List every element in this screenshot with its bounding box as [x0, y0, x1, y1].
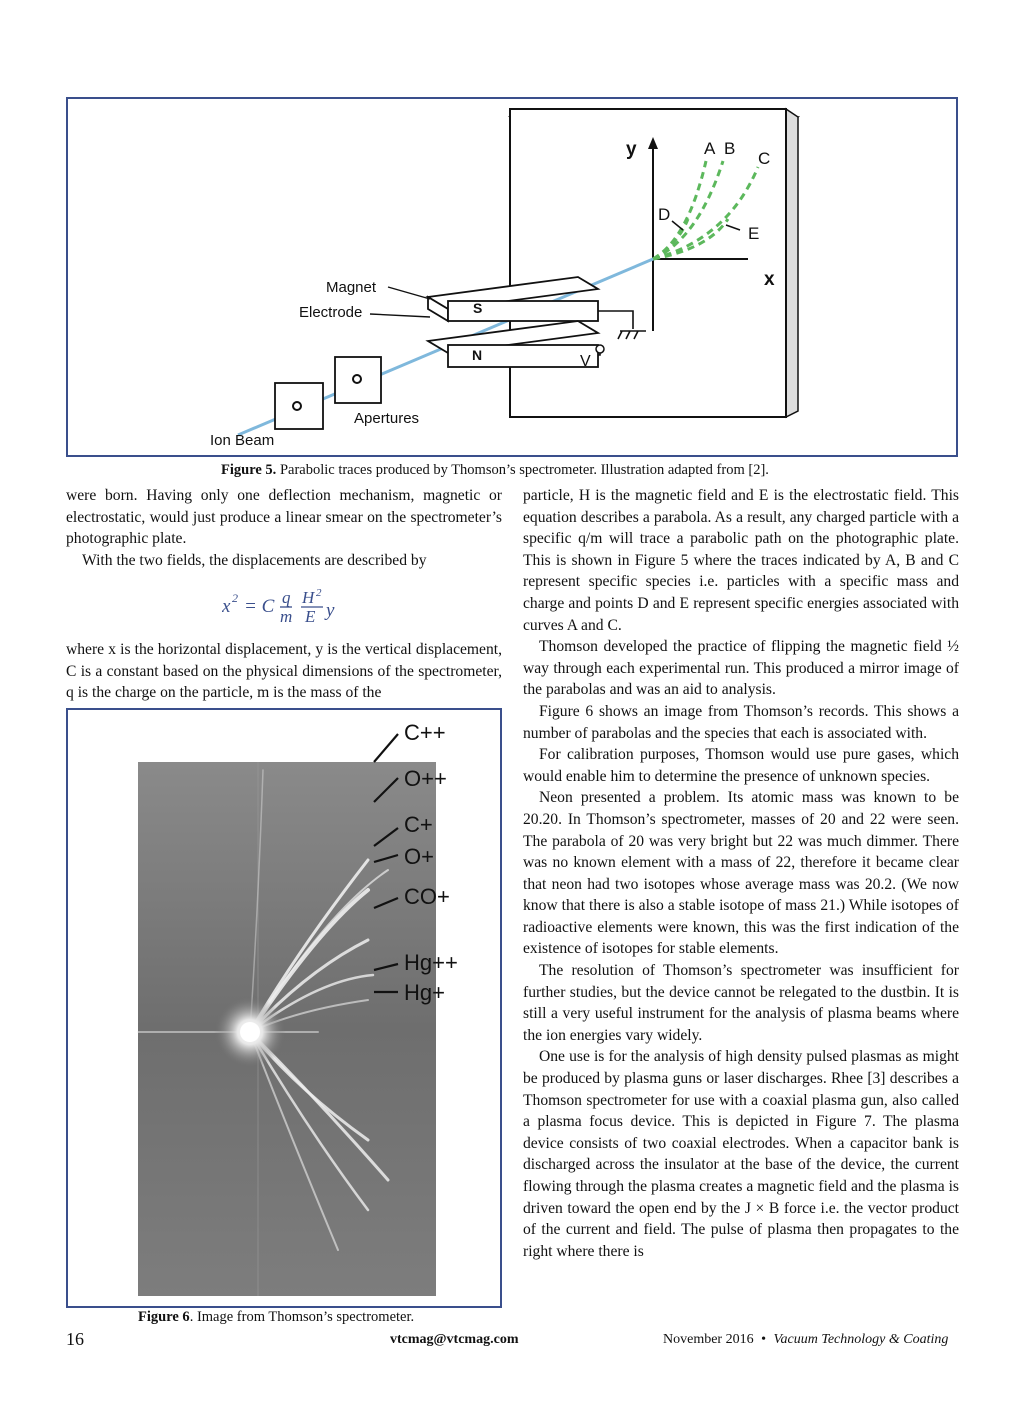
label-ion-beam: Ion Beam [210, 432, 275, 449]
footer-bullet: • [761, 1332, 766, 1347]
equation [222, 586, 362, 632]
left-column [66, 485, 502, 571]
right-paragraph-7: One use is for the analysis of high density pulsed plasmas as might be produced by plasma guns or laser discharges. Rhee [3] describes a Thomson spectrometer for use with a coaxial plasma gun, also called a plasma focus device. This is depicted in Figure 7. The plasma device consists of two coaxial electrodes. When a capacitor bank is discharged across the insulator at the base of the device, the current flowing through the plasma creates a magnetic field and the plasma is driven toward the open end by the J × B force i.e. the vector product of the current and field. The pulse of plasma then propagates to the right where there is [523, 1048, 959, 1260]
aperture-2 [335, 357, 381, 403]
label-o-plus-plus: O++ [404, 766, 447, 791]
left-paragraph-3: where x is the horizontal displacement, y is the vertical displacement, C is a constant based on the physical dimensions of the spectrometer, q is the charge on the particle, m is the mass of the [66, 641, 502, 702]
equation-graphic [222, 586, 362, 626]
label-c-plus-plus: C++ [404, 720, 446, 745]
label-x-axis: x [764, 269, 775, 290]
aperture-1 [275, 383, 323, 429]
figure-5-diagram [68, 99, 956, 455]
spectrogram-plate [138, 762, 436, 1296]
label-D: D [658, 205, 671, 224]
svg-text:q: q [282, 588, 291, 607]
right-paragraph-5: Neon presented a problem. Its atomic mass was known to be 20.20. In Thomson’s spectrometer, masses of 20 and 22 were seen. The parabola of 20 was very bright but 22 was much dimmer. There was no known element with a mass of 22, therefore it became clear that neon had two isotopes whose average mass was 20.2. (We now know that there is also a stable isotope of mass 21.) While isotopes of radioactive elements were known, this was the first indication of the existence of isotopes for stable elements. [523, 789, 959, 958]
label-magnet-n: N [472, 347, 483, 363]
label-y-axis: y [626, 139, 637, 160]
svg-text:E: E [305, 607, 316, 626]
label-hg-plus-plus: Hg++ [404, 950, 458, 975]
svg-text:= C: = C [244, 596, 275, 617]
figure-6-caption [138, 1309, 498, 1326]
label-B: B [724, 139, 736, 158]
label-c-plus: C+ [404, 812, 433, 837]
left-paragraph-2: With the two fields, the displacements are described by [82, 551, 427, 569]
footer-issue: November 2016 [663, 1332, 754, 1347]
figure-6-frame [66, 708, 502, 1308]
left-paragraph-1: were born. Having only one deflection mechanism, magnetic or electrostatic, would just produce a linear smear on the spectrometer’s photographic plate. [66, 487, 502, 548]
right-paragraph-2: Thomson developed the practice of flipping the magnetic field ½ way through each experimental run. This produced a mirror image of the parabolas and was an aid to analysis. [523, 638, 959, 699]
figure-5-caption-label: Figure 5. [221, 462, 277, 478]
svg-text:2: 2 [316, 587, 322, 599]
right-paragraph-3: Figure 6 shows an image from Thomson’s records. This shows a number of parabolas and the species that each is associated with. [523, 702, 959, 742]
footer-publication-name: Vacuum Technology & Coating [773, 1332, 949, 1347]
svg-text:H: H [302, 588, 315, 607]
svg-text:2: 2 [232, 591, 238, 605]
label-C: C [758, 149, 771, 168]
figure-5-caption [221, 462, 921, 479]
label-hg-plus: Hg+ [404, 980, 445, 1005]
svg-text:m: m [280, 607, 293, 626]
label-E: E [748, 224, 760, 243]
figure-6-image [68, 710, 500, 1306]
label-electrode: Electrode [299, 304, 363, 321]
footer-email: vtcmag@vtcmag.com [390, 1332, 519, 1347]
svg-text:x: x [222, 596, 231, 617]
svg-text:y: y [326, 600, 335, 621]
page-number: 16 [66, 1329, 84, 1349]
label-magnet-s: S [473, 300, 483, 316]
label-A: A [704, 139, 716, 158]
right-paragraph-4: For calibration purposes, Thomson would use pure gases, which would enable him to determine the presence of unknown species. [523, 746, 959, 785]
right-paragraph-1: particle, H is the magnetic field and E is the electrostatic field. This equation describes a parabola. As a result, any charged particle with a specific q/m will trace a parabolic path on the photographic plate. This is shown in Figure 5 where the traces indicated by A, B and C represent specific species i.e. particles with a specific mass and charge and points D and E represent specific energies associated with curves A and C. [523, 487, 959, 634]
figure-5-frame [66, 97, 958, 457]
label-voltage: V [580, 353, 591, 370]
right-column [523, 485, 959, 1262]
figure-6-caption-text: . Image from Thomson’s spectrometer. [189, 1309, 415, 1325]
figure-5-caption-text: Parabolic traces produced by Thomson’s spectrometer. Illustration adapted from [2]. [276, 462, 769, 478]
label-apertures: Apertures [354, 410, 420, 427]
right-paragraph-6: The resolution of Thomson’s spectrometer was insufficient for further studies, but the device cannot be relegated to the dustbin. It is still a very useful instrument for the analysis of plasma beams where the ion energies vary widely. [523, 962, 959, 1044]
figure-6-caption-label: Figure 6 [138, 1309, 190, 1325]
left-column-continued [66, 639, 502, 704]
footer-publication [663, 1332, 948, 1348]
label-o-plus: O+ [404, 844, 434, 869]
label-magnet: Magnet [326, 279, 377, 296]
label-co-plus: CO+ [404, 884, 450, 909]
